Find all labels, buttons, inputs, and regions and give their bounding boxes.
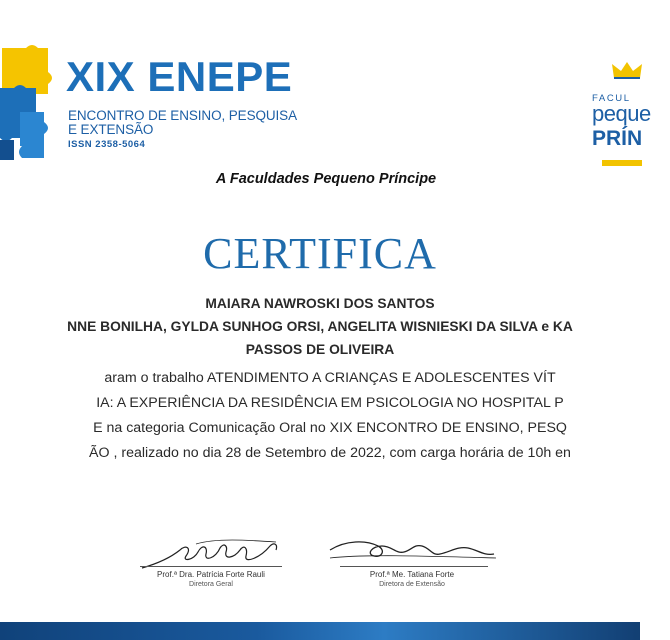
signature-1-role: Diretora Geral xyxy=(189,581,233,588)
certificate-heading: CERTIFICA xyxy=(203,229,437,278)
body-line2: IA: A EXPERIÊNCIA DA RESIDÊNCIA EM PSICOLOGIA NO HOSPITAL P xyxy=(96,395,564,411)
body-line4: ÃO , realizado no dia 28 de Setembro de 2022, com carga horária de 10h en xyxy=(89,445,571,461)
event-logo-subtitle-line2: E EXTENSÃO xyxy=(68,122,154,137)
event-logo-subtitle xyxy=(68,109,297,137)
signature-2-handwriting xyxy=(326,536,502,566)
event-logo-title: XIX ENEPE xyxy=(66,53,293,100)
crown-icon xyxy=(610,60,650,82)
certificate-body xyxy=(0,366,670,466)
faculty-logo-bar xyxy=(602,160,642,166)
signature-2-line xyxy=(340,566,488,567)
body-line3: E na categoria Comunicação Oral no XIX ENCONTRO DE ENSINO, PESQ xyxy=(93,420,567,436)
participant-names xyxy=(0,292,640,361)
names-line3: PASSOS DE OLIVEIRA xyxy=(245,342,395,357)
faculty-logo-line3: PRÍN xyxy=(592,127,643,150)
body-line1: aram o trabalho ATENDIMENTO A CRIANÇAS E ADOLESCENTES VÍT xyxy=(104,370,556,386)
names-line1: MAIARA NAWROSKI DOS SANTOS xyxy=(205,296,435,311)
names-line2: NNE BONILHA, GYLDA SUNHOG ORSI, ANGELITA WISNIESKI DA SILVA e KA xyxy=(67,319,573,334)
issuer-line: A Faculdades Pequeno Príncipe xyxy=(215,171,437,187)
signature-1-name: Prof.ª Dra. Patrícia Forte Rauli xyxy=(157,570,265,579)
footer-bar xyxy=(0,622,640,640)
faculty-logo-line2: peque xyxy=(592,101,651,126)
issn-number: ISSN 2358-5064 xyxy=(68,139,146,150)
signature-1-line xyxy=(140,566,282,567)
enepe-puzzle-logo xyxy=(0,42,64,162)
signature-2-role: Diretora de Extensão xyxy=(379,581,445,588)
faculty-logo-line1: FACUL xyxy=(592,93,631,104)
signature-2-name: Prof.ª Me. Tatiana Forte xyxy=(369,570,455,579)
event-logo-subtitle-line1: ENCONTRO DE ENSINO, PESQUISA xyxy=(68,108,297,123)
